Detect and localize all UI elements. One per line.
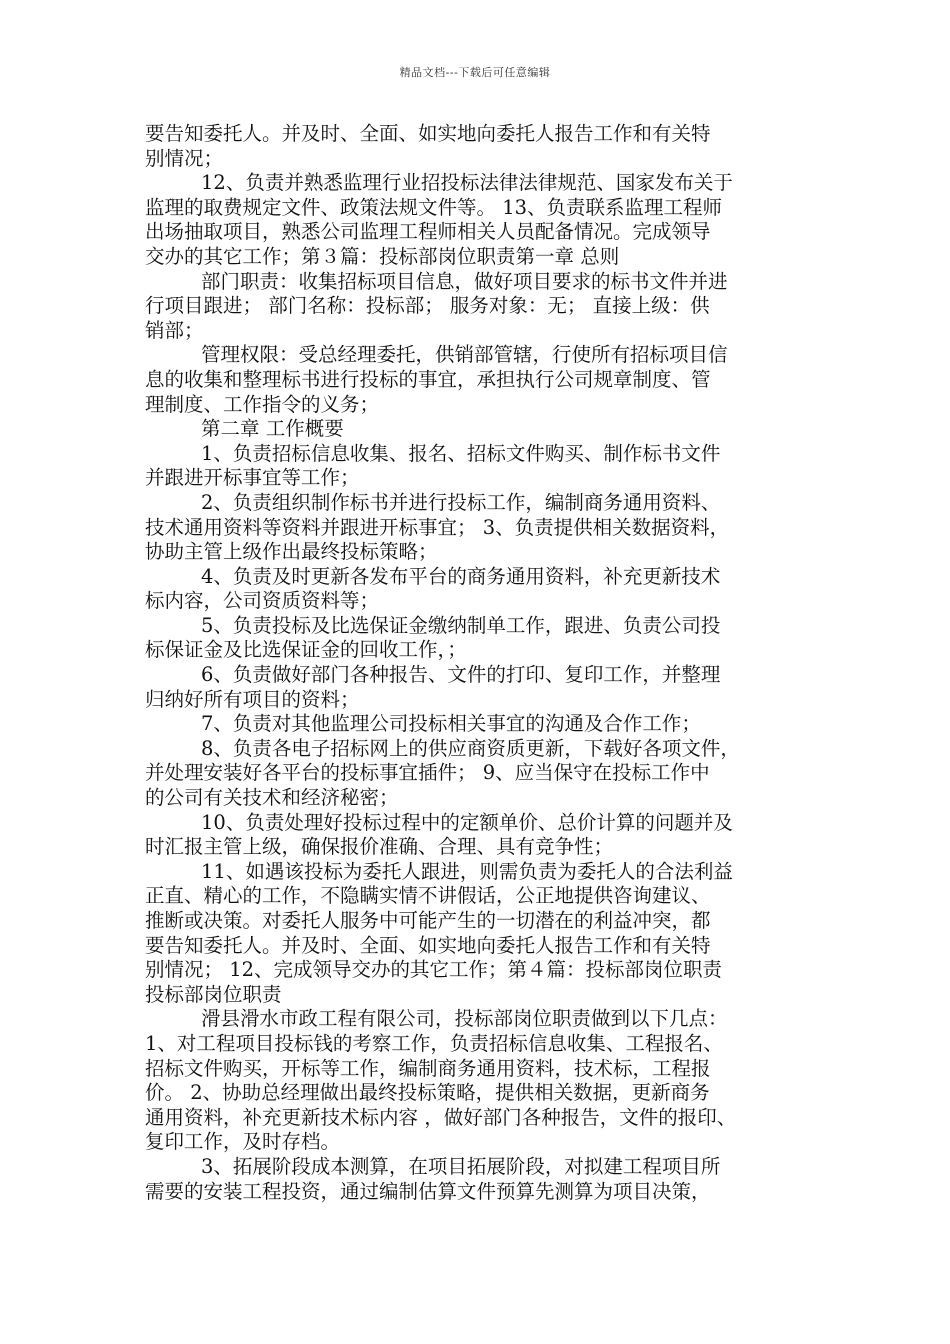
text-line: 8、负责各电子招标网上的供应商资质更新，下载好各项文件， <box>201 736 740 760</box>
text-line: 要告知委托人。并及时、全面、如实地向委托人报告工作和有关特 <box>145 122 711 145</box>
text-line: 协助主管上级作出最终投标策略； <box>145 540 438 564</box>
document-body <box>145 122 810 1204</box>
text-line: 销部； <box>145 318 204 342</box>
text-line: 部门职责：收集招标项目信息，做好项目要求的标书文件并进 <box>201 269 728 293</box>
text-line: 7、负责对其他监理公司投标相关事宜的沟通及合作工作； <box>201 712 701 736</box>
text-line: 息的收集和整理标书进行投标的事宜，承担执行公司规章制度、管 <box>145 367 711 391</box>
text-line: 12、负责并熟悉监理行业招投标法律法律规范、国家发布关于 <box>201 171 733 195</box>
text-line: 1、负责招标信息收集、报名、招标文件购买、制作标书文件 <box>201 441 721 465</box>
text-line: 第二章 工作概要 <box>201 417 344 441</box>
text-line: 3、拓展阶段成本测算，在项目拓展阶段，对拟建工程项目所 <box>201 1154 721 1178</box>
text-line: 并处理安装好各平台的投标事宜插件； 9、应当保守在投标工作中 <box>145 761 710 785</box>
text-line: 归纳好所有项目的资料； <box>145 687 360 711</box>
text-line: 并跟进开标事宜等工作； <box>145 466 360 490</box>
text-line: 理制度、工作指令的义务； <box>145 392 380 416</box>
text-line: 标内容，公司资质资料等； <box>145 589 380 613</box>
text-line: 2、负责组织制作标书并进行投标工作，编制商务通用资料、 <box>201 490 721 514</box>
text-line: 11、如遇该投标为委托人跟进，则需负责为委托人的合法利益 <box>201 859 733 883</box>
text-line: 交办的其它工作；第３篇：投标部岗位职责第一章 总则 <box>145 244 620 268</box>
text-line: 标保证金及比选保证金的回收工作，； <box>145 638 467 662</box>
text-line: 4、负责及时更新各发布平台的商务通用资料，补充更新技术 <box>201 564 721 588</box>
text-line: 6、负责做好部门各种报告、文件的打印、复印工作，并整理 <box>201 663 721 687</box>
text-line: 要告知委托人。并及时、全面、如实地向委托人报告工作和有关特 <box>145 933 711 957</box>
text-line: 的公司有关技术和经济秘密； <box>145 786 399 810</box>
text-line: 5、负责投标及比选保证金缴纳制单工作，跟进、负责公司投 <box>201 613 721 637</box>
text-line: 时汇报主管上级，确保报价准确、合理、具有竞争性； <box>145 835 614 859</box>
text-line: 出场抽取项目，熟悉公司监理工程师相关人员配备情况。完成领导 <box>145 220 711 244</box>
text-line: 推断或决策。对委托人服务中可能产生的一切潜在的利益冲突，都 <box>145 909 711 932</box>
page-header: 精品文档---下载后可任意编辑 <box>399 66 551 79</box>
text-line: 别情况； 12、完成领导交办的其它工作；第４篇：投标部岗位职责 <box>145 958 723 982</box>
text-line: 复印工作，及时存档。 <box>145 1130 341 1154</box>
text-line: 通用资料，补充更新技术标内容 ，做好部门各种报告，文件的报印、 <box>145 1105 737 1129</box>
text-line: 技术通用资料等资料并跟进开标事宜； 3、负责提供相关数据资料， <box>145 515 730 539</box>
text-line: 1、对工程项目投标钱的考察工作，负责招标信息收集、工程报名、 <box>145 1031 723 1055</box>
text-line: 需要的安装工程投资，通过编制估算文件预算先测算为项目决策， <box>145 1179 711 1203</box>
text-line: 投标部岗位职责 <box>145 982 282 1006</box>
text-line: 价。 2、协助总经理做出最终投标策略，提供相关数据，更新商务 <box>145 1081 710 1105</box>
text-line: 10、负责处理好投标过程中的定额单价、总价计算的问题并及 <box>201 810 733 834</box>
text-line: 别情况； <box>145 146 224 170</box>
text-line: 管理权限：受总经理委托，供销部管辖，行使所有招标项目信 <box>201 343 728 367</box>
text-line: 招标文件购买，开标等工作，编制商务通用资料，技术标，工程报 <box>145 1056 711 1080</box>
text-line: 监理的取费规定文件、政策法规文件等。 13、负责联系监理工程师 <box>145 195 723 219</box>
text-line: 滑县滑水市政工程有限公司，投标部岗位职责做到以下几点： <box>201 1007 728 1031</box>
text-line: 正直、精心的工作，不隐瞒实情不讲假话，公正地提供咨询建议、 <box>145 884 711 908</box>
text-line: 行项目跟进； 部门名称：投标部； 服务对象：无； 直接上级：供 <box>145 294 710 318</box>
